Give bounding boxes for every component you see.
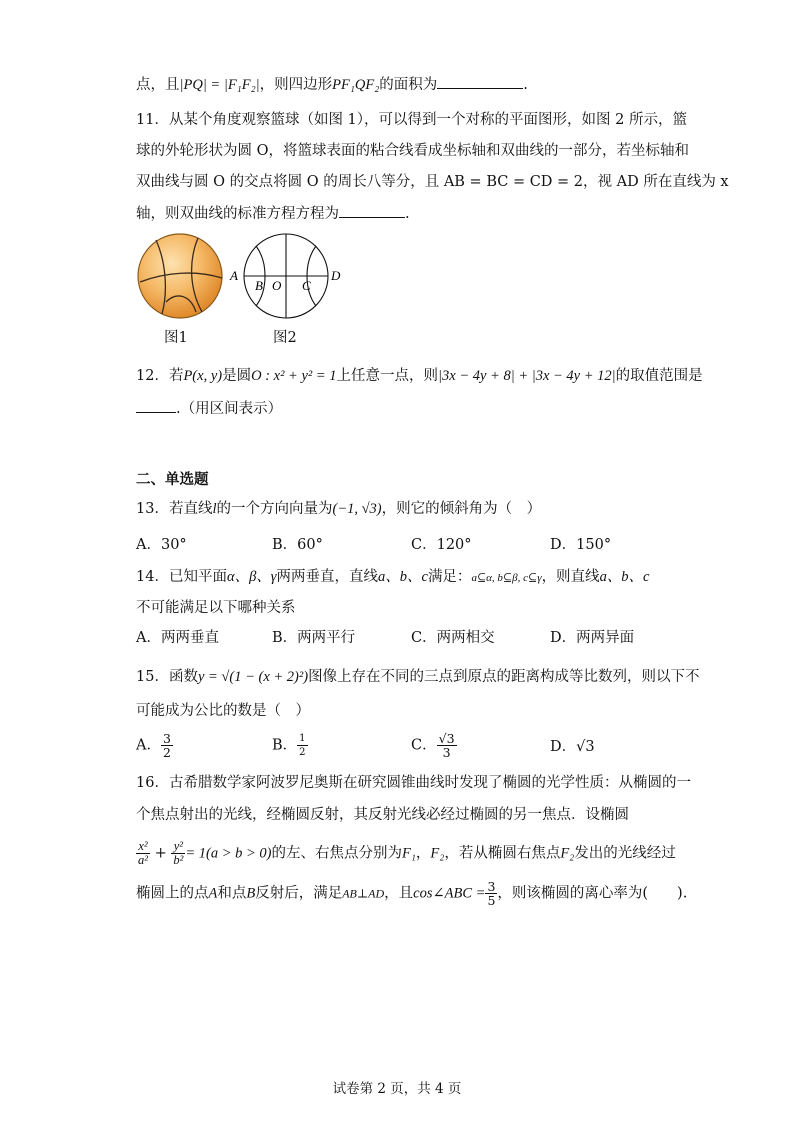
q12-text: .（用区间表示） [176,401,283,417]
basketball-figure [136,232,224,320]
q14-condition: a⊆α, b⊆β, c⊆γ [471,572,542,584]
q15-option-b[interactable]: B． $\frac{1}{2}$ [272,733,306,758]
ellipse-frac-y: $\frac{\text{y²}}{\text{b²}}$ [173,839,184,867]
q12-circle-equation: O : x² + y² = 1 [251,368,337,384]
point-a: A [208,885,218,902]
q14-option-c[interactable]: C．两两相交 [411,630,495,646]
q14-line-2: 不可能满足以下哪种关系 [136,600,296,616]
q10-abs-equation: |PQ| = |F₁F₂| [179,77,260,93]
q10-tail-line [136,74,528,95]
q14-lines: a、b、c [378,569,428,585]
q16-text: 反射后，满足 [255,885,343,902]
q11-line-3: 双曲线与圆 O 的交点将圆 O 的周长八等分，且 AB = BC = CD = 2，视 AD 所在直线为 x [136,174,729,190]
q16-line-4 [136,880,687,907]
circle-diagram-figure [228,232,346,322]
q13-option-a[interactable]: A．30° [136,537,187,553]
q13-stem [136,499,541,519]
figure2-caption: 图2 [273,330,297,346]
q12-text: 是圆 [222,368,252,384]
q16-text: 椭圆上的点 [136,885,209,902]
q15-function: y = √(1 − (x + 2)²) [197,669,309,685]
q12-line-2 [136,398,282,419]
q13-text: ，则它的倾斜角为（ ） [381,501,542,517]
section-heading: 二、单选题 [136,471,209,488]
q14-lines: a、b、c [599,569,650,585]
page-footer: 试卷第 2 页，共 4 页 [332,1081,462,1097]
ellipse-condition: = 1(a > b > 0) [185,845,272,862]
q15-text: 图像上存在不同的三点到原点的距离构成等比数列，则以下不 [308,669,700,685]
q15-text: 15．函数 [136,669,198,685]
q16-line-2: 个焦点射出的光线，经椭圆反射，其反射光线必经过椭圆的另一焦点．设椭圆 [136,807,629,823]
q10-text: 点，且 [136,77,180,93]
focus-f1: F₁ [402,845,416,862]
q14-text: 满足： [427,569,472,585]
q12-expression: |3x − 4y + 8| + |3x − 4y + 12| [438,368,616,384]
q16-text: 和点 [217,885,247,902]
q16-text: ，则该椭圆的离心率为( ). [497,885,688,902]
q10-text: 的面积为 [379,77,438,93]
label-c: C [302,278,311,293]
q10-quadrilateral: PF₁QF₂ [332,77,380,93]
answer-blank[interactable] [339,203,405,218]
q14-planes: α、β、γ [226,569,277,585]
q13-text: 的一个方向向量为 [216,501,333,517]
cosine-fraction: $\frac{3}{5}$ [487,879,496,908]
q12-text: 上任意一点，则 [336,368,439,384]
q14-option-d[interactable]: D．两两异面 [550,630,635,646]
focus-f2: F₂ [430,845,445,862]
q12-text: 的取值范围是 [615,368,703,384]
q14-text: ，则直线 [541,569,600,585]
q13-option-b[interactable]: B．60° [272,537,323,553]
q16-text: 的左、右焦点分别为 [271,845,403,862]
q11-line-2: 球的外轮形状为圆 O，将篮球表面的粘合线看成坐标轴和双曲线的一部分，若坐标轴和 [136,143,689,159]
q13-direction-vector: (−1, √3) [332,501,382,517]
q16-line-1: 16．古希腊数学家阿波罗尼奥斯在研究圆锥曲线时发现了椭圆的光学性质：从椭圆的一 [136,775,691,791]
q10-text: ，则四边形 [259,77,333,93]
q15-option-d[interactable]: D．√3 [550,739,595,755]
q12-text: 12．若 [136,368,184,384]
q10-text: . [523,77,528,93]
point-b: B [246,885,256,902]
q14-option-a[interactable]: A．两两垂直 [136,630,219,646]
label-a: A [230,268,238,283]
perpendicular-condition: AB⊥AD [342,886,385,901]
label-b: B [255,278,263,293]
q15-option-c[interactable]: C． $\frac{√3}{3}$ [411,731,455,760]
q14-stem [136,567,650,588]
q14-option-b[interactable]: B．两两平行 [272,630,356,646]
cosine-expression: cos∠ABC = [413,885,486,902]
q13-option-d[interactable]: D．150° [550,537,612,553]
ball-outline [138,234,222,318]
label-o: O [272,278,282,293]
q12-line-1 [136,366,703,386]
q15-line-2: 可能成为公比的数是（ ） [136,703,310,719]
q16-text: 发出的光线经过 [574,845,676,862]
ellipse-frac-x: $\frac{\text{x²}}{\text{a²}}$ [138,839,148,867]
q11-line-1: 11．从某个角度观察篮球（如图 1），可以得到一个对称的平面图形，如图 2 所示，篮 [136,112,687,128]
q16-text: ，且 [384,885,414,902]
answer-blank[interactable] [437,74,523,89]
q11-text: 轴，则双曲线的标准方程方程为 [136,206,339,222]
q16-text: ，若从椭圆右焦点 [444,845,561,862]
q15-stem [136,667,700,687]
answer-blank[interactable] [136,398,176,413]
q16-line-3: $\frac{\text{x²}}{\text{a²}}$ + $\frac{\text{y²}}{\text{b²}}$ = 1(a > b > 0)的左、右焦点分别为F₁，F₂，若从椭圆右焦点F₂发出的光线经过 [138,839,676,867]
label-d: D [331,268,341,283]
q11-text: . [405,206,410,222]
q14-text: 14．已知平面 [136,569,227,585]
q13-text: 13．若直线 [136,501,213,517]
q14-text: 两两垂直，直线 [276,569,378,585]
q11-line-4 [136,203,410,224]
focus-f2: F₂ [560,845,575,862]
q13-option-c[interactable]: C．120° [411,537,472,553]
q15-option-a[interactable]: A． $\frac{3}{2}$ [136,731,171,760]
figure1-caption: 图1 [164,330,188,346]
q12-point: P(x, y) [183,368,223,384]
q13-line-l: l [212,501,217,517]
